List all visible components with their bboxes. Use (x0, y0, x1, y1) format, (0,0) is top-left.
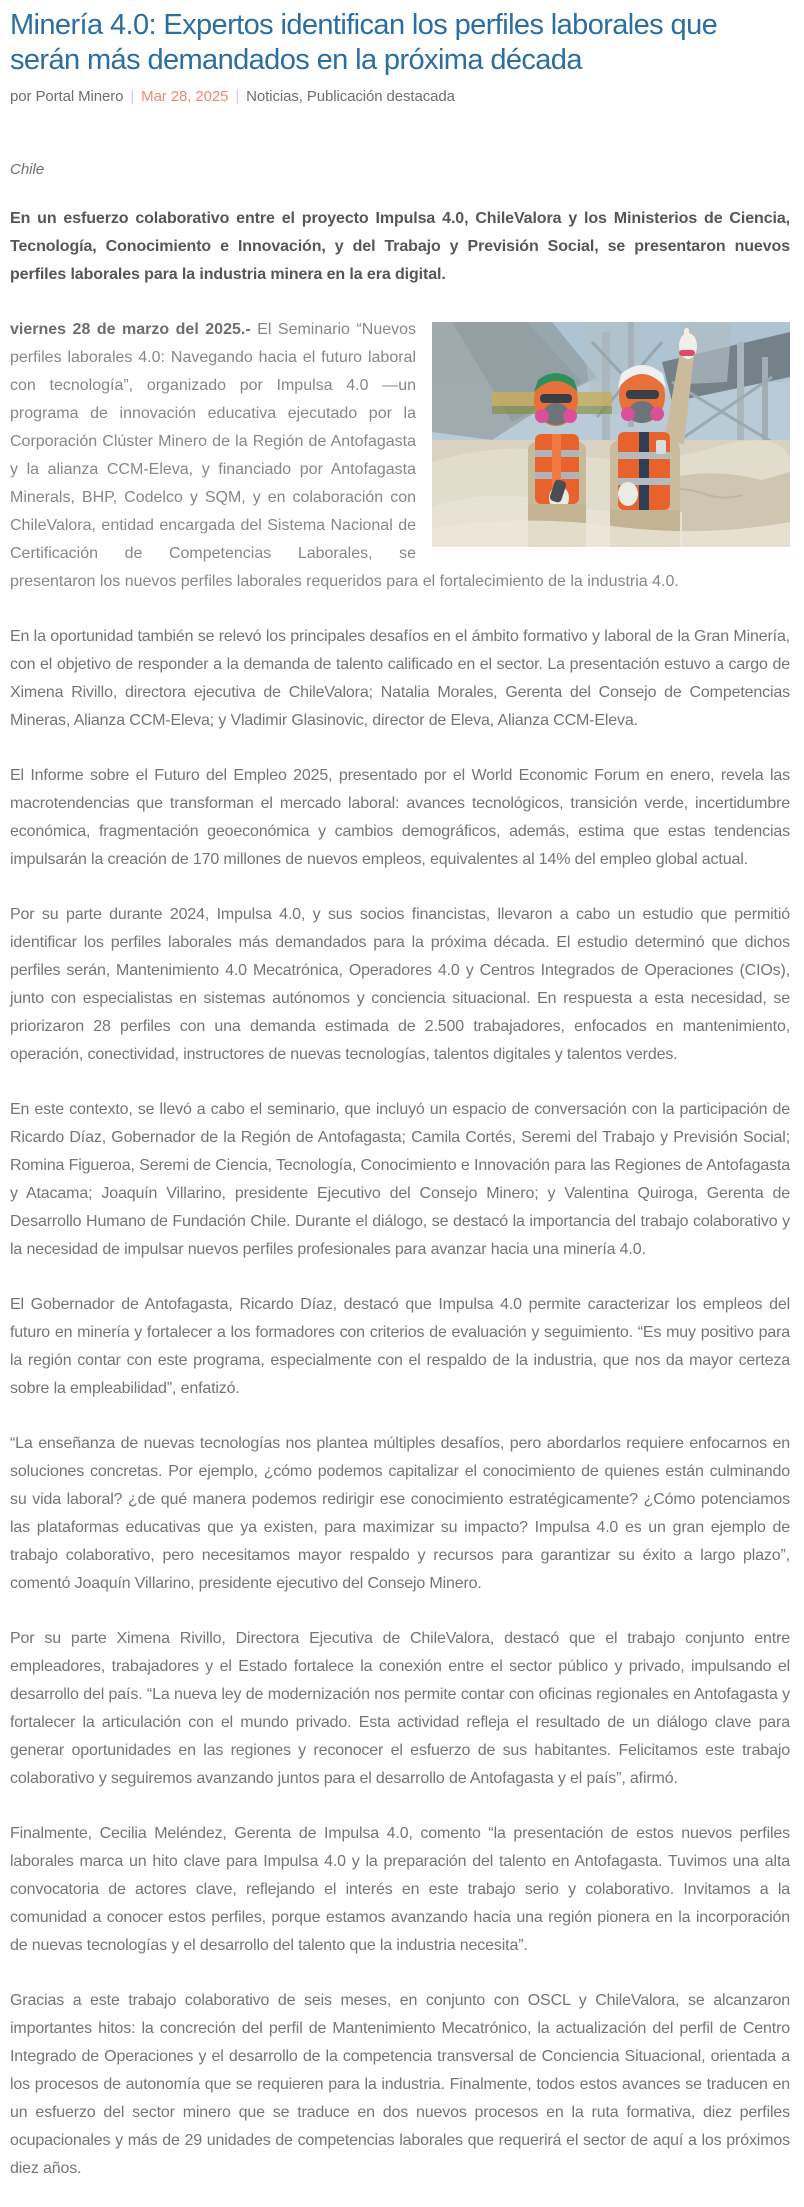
paragraph-1: En la oportunidad también se relevó los principales desafíos en el ámbito formativo y laboral de la Gran Minería, con el objetivo de responder a la demanda de talento calificado en el sector. La presentación estuvo a cargo de Ximena Rivillo, directora ejecutiva de ChileValora; Natalia Morales, Gerenta del Consejo de Competencias Mineras, Alianza CCM-Eleva; y Vladimir Glasinovic, director de Eleva, Alianza CCM-Eleva. (10, 628, 790, 729)
paragraph-7: Por su parte Ximena Rivillo, Directora Ejecutiva de ChileValora, destacó que el trabajo conjunto entre empleadores, trabajadores y el Estado fortalece la conexión entre el sector público y privado, impulsando el desarrollo del país. “La nueva ley de modernización nos permite contar con oficinas regionales en Antofagasta y fortalecer la articulación con el mundo privado. Esta actividad refleja el resultado de un diálogo clave para generar oportunidades en las regiones y reconocer el esfuerzo de sus habitantes. Felicitamos este trabajo colaborativo y seguiremos avanzando juntos para el desarrollo de Antofagasta y el país”, afirmó. (10, 1630, 790, 1787)
post-date: Mar 28, 2025 (141, 88, 229, 105)
page-title: Minería 4.0: Expertos identifican los perfiles laborales que serán más demandados en la próxima década (10, 9, 718, 76)
paragraph-6: “La enseñanza de nuevas tecnologías nos plantea múltiples desafíos, pero abordarlos requiere enfocarnos en soluciones concretas. Por ejemplo, ¿cómo podemos capitalizar el conocimiento de quienes están culminando su vida laboral? ¿de qué manera podemos redirigir ese conocimiento estratégicamente? ¿Cómo potenciamos las plataformas educativas que ya existen, para maximizar su impacto? Impulsa 4.0 es un gran ejemplo de trabajo colaborativo, pero necesitamos mayor respaldo y recursos para garantizar su éxito a largo plazo”, comentó Joaquín Villarino, presidente ejecutivo del Consejo Minero. (10, 1435, 790, 1592)
lead-text: El Seminario “Nuevos perfiles laborales 4.0: Navegando hacia el futuro laboral con tecnología”, organizado por Impulsa 4.0 —un programa de innovación educativa ejecutado por la Corporación Clúster Minero de la Región de Antofagasta y la alianza CCM-Eleva, y financiado por Antofagasta Minerals, BHP, Codelco y SQM, y en colaboración con ChileValora, entidad encargada del Sistema Nacional de Certificación de Competencias Laborales, se presentaron los nuevos perfiles laborales requeridos para el fortalecimiento de la industria 4.0. (10, 321, 679, 590)
paragraph-8: Finalmente, Cecilia Meléndez, Gerenta de Impulsa 4.0, comento “la presentación de estos nuevos perfiles laborales marca un hito clave para Impulsa 4.0 y la preparación del talento en Antofagasta. Tuvimos una alta convocatoria de actores clave, reflejando el interés en este trabajo serio y colaborativo. Invitamos a la comunidad a conocer estos perfiles, porque estamos avanzando hacia una región pionera en la incorporación de nuevas tecnologías y el desarrollo del talento que la industria necesita”. (10, 1825, 790, 1954)
intro-paragraph: En un esfuerzo colaborativo entre el proyecto Impulsa 4.0, ChileValora y los Ministerios de Ciencia, Tecnología, Conocimiento e Innovación, y del Trabajo y Previsión Social, se presentaron nuevos perfiles laborales para la industria minera en la era digital. (10, 210, 790, 283)
byline-separator: | (130, 88, 135, 105)
byline-separator-2: | (235, 88, 240, 105)
paragraph-9: Gracias a este trabajo colaborativo de seis meses, en conjunto con OSCL y ChileValora, se alcanzaron importantes hitos: la concreción del perfil de Mantenimiento Mecatrónico, la actualización del perfil de Centro Integrado de Operaciones y el desarrollo de la competencia transversal de Conciencia Situacional, orientada a los procesos de autonomía que se requieren para la industria. Finalmente, todos estos avances se traducen en un esfuerzo del sector minero que se traduce en dos nuevos procesos en la ruta formativa, diez perfiles ocupacionales y más de 29 unidades de competencias laborales que requerirá el sector de aquí a los próximos diez años. (10, 1992, 790, 2177)
paragraph-4: En este contexto, se llevó a cabo el seminario, que incluyó un espacio de conversación con la participación de Ricardo Díaz, Gobernador de la Región de Antofagasta; Camila Cortés, Seremi del Trabajo y Previsión Social; Romina Figueroa, Seremi de Ciencia, Tecnología, Conocimiento e Innovación para las Regiones de Antofagasta y Atacama; Joaquín Villarino, presidente Ejecutivo del Consejo Minero; y Valentina Quiroga, Gerenta de Desarrollo Humano de Fundación Chile. Durante el diálogo, se destacó la importancia del trabajo colaborativo y la necesidad de impulsar nuevos perfiles profesionales para avanzar hacia una minería 4.0. (10, 1101, 790, 1258)
category-links[interactable]: Noticias, Publicación destacada (246, 88, 455, 105)
byline-prefix: por (10, 88, 32, 105)
paragraph-3: Por su parte durante 2024, Impulsa 4.0, y sus socios financistas, llevaron a cabo un estudio que permitió identificar los perfiles laborales más demandados para la próxima década. El estudio determinó que dichos perfiles serán, Mantenimiento 4.0 Mecatrónica, Operadores 4.0 y Centros Integrados de Operaciones (CIOs), junto con especialistas en sistemas autónomos y conciencia situacional. En respuesta a esta necesidad, se priorizaron 28 perfiles con una demanda estimada de 2.500 trabajadores, enfocados en mantenimiento, operación, conectividad, instructores de nuevas tecnologías, talentos digitales y talentos verdes. (10, 906, 790, 1063)
author-link[interactable]: Portal Minero (35, 88, 124, 105)
article-photo (432, 322, 790, 547)
lead-date-bold: viernes 28 de marzo del 2025.- (10, 321, 251, 338)
paragraph-5: El Gobernador de Antofagasta, Ricardo Díaz, destacó que Impulsa 4.0 permite caracterizar los empleos del futuro en minería y fortalecer a los formadores con criterios de evaluación y seguimiento. “Es muy positivo para la región contar con este programa, especialmente con el respaldo de la industria, que nos da mayor certeza sobre la empleabilidad”, enfatizó. (10, 1296, 790, 1397)
location-label: Chile (10, 161, 45, 178)
paragraph-2: El Informe sobre el Futuro del Empleo 2025, presentado por el World Economic Forum en enero, revela las macrotendencias que transforman el mercado laboral: avances tecnológicos, transición verde, incertidumbre económica, fragmentación geoeconómica y cambios demográficos, además, estima que estas tendencias impulsarán la creación de 170 millones de nuevos empleos, equivalentes al 14% del empleo global actual. (10, 767, 790, 868)
lead-section (10, 316, 790, 596)
byline (10, 88, 790, 105)
